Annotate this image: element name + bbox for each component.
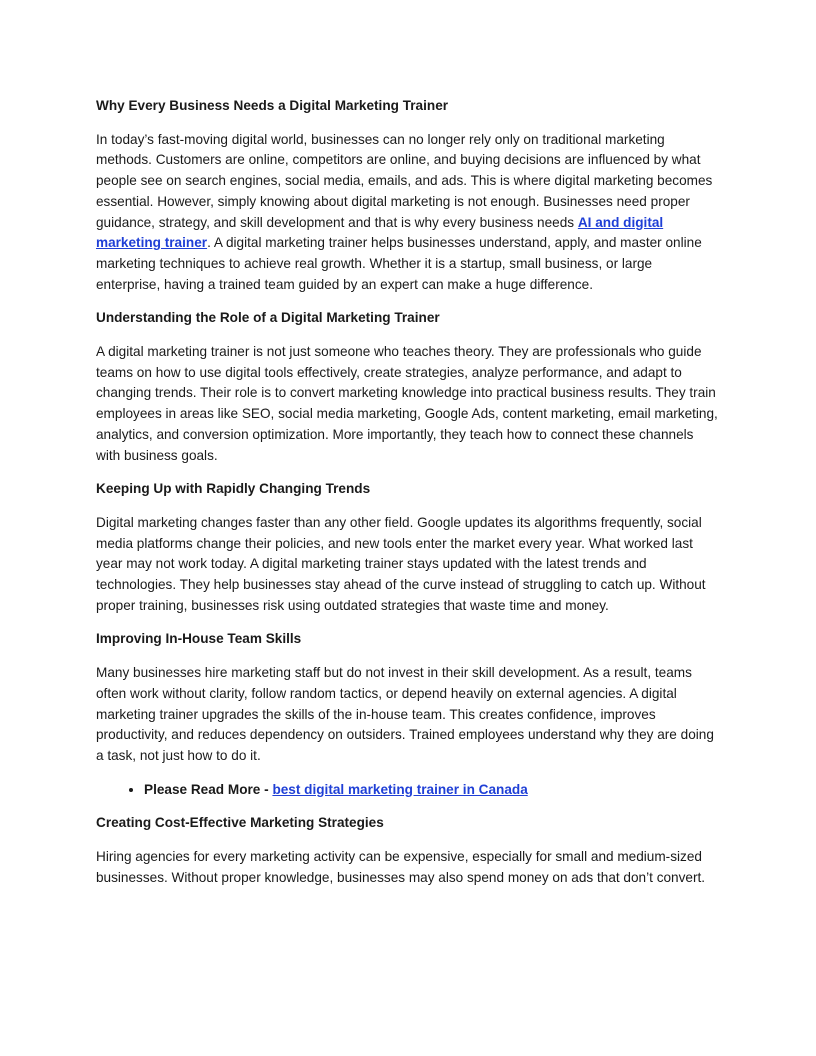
paragraph-keeping-up-trends: Digital marketing changes faster than any other field. Google updates its algorithms frequently, social media platforms change their policies, and new tools enter the market every year. What worked last year may not work today. A digital marketing trainer stays updated with the latest trends and technologies. They help businesses stay ahead of the curve instead of struggling to catch up. Without proper training, businesses risk using outdated strategies that waste time and money. (96, 514, 706, 613)
intro-text-before-link: In today’s fast-moving digital world, businesses can no longer rely only on traditional marketing methods. Customers are online, competitors are online, and buying decisions are influenced by what people see on search engines, social media, emails, and ads. This is where digital marketing becomes essential. However, simply knowing about digital marketing is not enough. Businesses need proper guidance, strategy, and skill development and that is why every business needs (96, 131, 713, 230)
paragraph-understanding-role: A digital marketing trainer is not just someone who teaches theory. They are professionals who guide teams on how to use digital tools effectively, create strategies, analyze performance, and adapt to changing trends. Their role is to convert marketing knowledge into practical business results. They train employees in areas like SEO, social media marketing, Google Ads, content marketing, email marketing, analytics, and conversion optimization. More importantly, they teach how to connect these channels with business goals. (96, 344, 718, 463)
paragraph-improving-team-skills: Many businesses hire marketing staff but do not invest in their skill development. As a result, teams often work without clarity, follow random tactics, or depend heavily on external agencies. A digital marketing trainer upgrades the skills of the in-house team. This creates confidence, improves productivity, and reduces dependency on outsiders. Trained employees understand why they are doing a task, not just how to do it. (96, 665, 714, 763)
document-page (96, 96, 720, 902)
heading-keeping-up-trends: Keeping Up with Rapidly Changing Trends (96, 481, 371, 497)
read-more-list (96, 780, 720, 801)
heading-why-every-business: Why Every Business Needs a Digital Marketing Trainer (96, 98, 449, 113)
read-more-item (144, 780, 720, 801)
best-trainer-canada-link[interactable]: best digital marketing trainer in Canada (272, 781, 528, 797)
read-more-label: Please Read More - (144, 781, 273, 797)
paragraph-intro (96, 130, 720, 296)
heading-understanding-role: Understanding the Role of a Digital Marketing Trainer (96, 310, 440, 326)
heading-improving-team-skills: Improving In-House Team Skills (96, 631, 302, 647)
intro-text-after-link: . A digital marketing trainer helps businesses understand, apply, and master online marketing techniques to achieve real growth. Whether it is a startup, small business, or large enterprise, having a trained team guided by an expert can make a huge difference. (96, 235, 702, 292)
heading-cost-effective-strategies: Creating Cost-Effective Marketing Strategies (96, 815, 384, 831)
ai-digital-marketing-trainer-link[interactable]: AI and digital marketing trainer (96, 214, 664, 251)
paragraph-cost-effective-strategies: Hiring agencies for every marketing activity can be expensive, especially for small and medium-sized businesses. Without proper knowledge, businesses may also spend money on ads that don’t convert. (96, 849, 706, 885)
